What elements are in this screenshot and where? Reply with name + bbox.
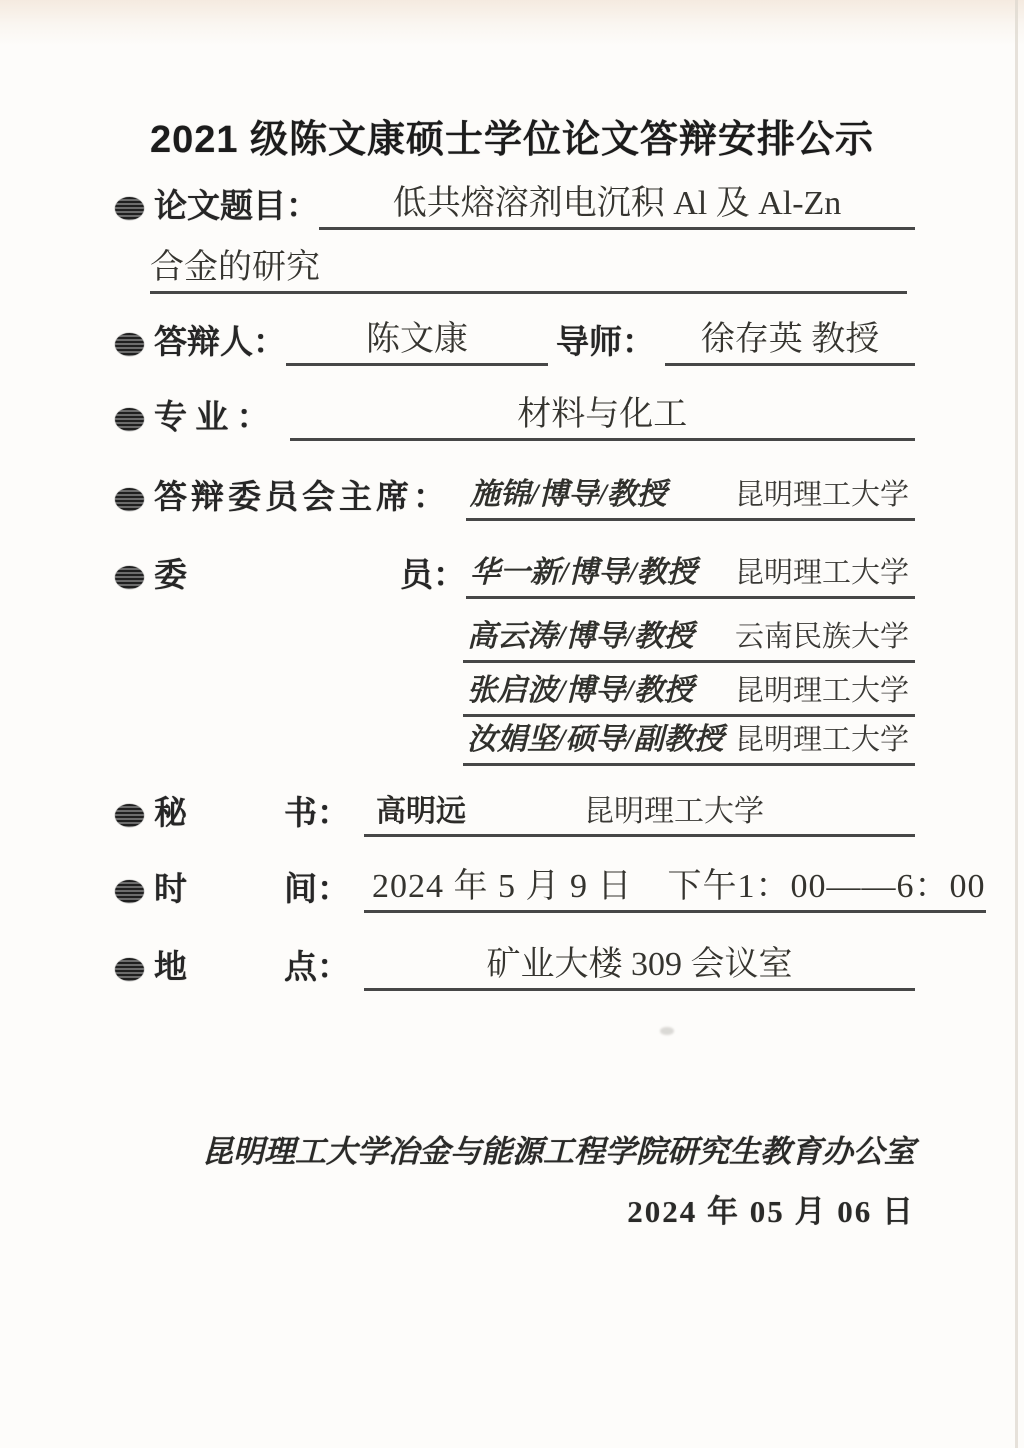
member-org: 昆明理工大学 [734,557,909,589]
chair-value-field [466,472,915,521]
page-title: 2021 级陈文康硕士学位论文答辩安排公示 [149,119,875,161]
committee-label [154,553,466,599]
major-label: 专 业 ： [154,400,270,436]
secretary-value-field [364,788,915,837]
row-defender [115,317,915,366]
row-secretary [115,788,915,837]
secretary-label [154,791,350,837]
row-committee-chair [115,472,915,521]
scan-right-edge-line-artifact [1015,0,1018,1448]
secretary-label-left: 秘 [154,796,187,832]
thesis-title-value-line1: 低共熔溶剂电沉积 Al 及 Al-Zn [319,181,915,230]
place-label [154,945,350,991]
time-value: 2024 年 5 月 9 日 下午1：00——6：00 [364,864,986,913]
member-name: 高云涛/博导/教授 [467,620,694,653]
member-row [463,668,915,717]
row-major [115,392,915,441]
member-org: 云南民族大学 [734,621,909,653]
defender-label: 答辩人： [154,325,286,361]
thesis-title-value-line2: 合金的研究 [150,245,907,294]
row-thesis-title [115,181,915,230]
committee-label-right: 员： [400,558,466,594]
row-place [115,942,915,991]
bullet-icon [115,566,144,589]
time-label [154,867,350,913]
defender-name-value: 陈文康 [286,317,548,366]
row-committee-member-2 [463,614,915,663]
time-label-left: 时 [154,872,187,908]
chair-label: 答辩委员会主席： [154,480,450,516]
bullet-icon [115,333,144,356]
chair-org: 昆明理工大学 [734,479,909,511]
member-row [463,614,915,663]
member-name: 张启波/博导/教授 [467,674,694,707]
advisor-label: 导师： [556,325,655,361]
major-value: 材料与化工 [290,392,916,441]
secretary-label-right: 书： [284,796,350,832]
bullet-icon [115,958,144,981]
row-time [115,864,986,913]
scan-smudge-artifact [660,1027,674,1035]
footer-date: 2024 年 05 月 06 日 [627,1194,915,1229]
member-row [463,717,915,766]
bullet-icon [115,197,144,220]
scan-top-band-artifact [0,0,1024,46]
row-committee-member-3 [463,668,915,717]
member-org: 昆明理工大学 [734,724,909,756]
member-row [466,550,915,599]
member-name: 汝娟坚/硕导/副教授 [467,723,724,756]
place-label-right: 点： [284,950,350,986]
bullet-icon [115,804,144,827]
secretary-name: 高明远 [376,795,466,828]
thesis-title-label: 论文题目： [154,189,319,225]
row-committee-members [115,550,915,599]
committee-label-left: 委 [154,558,187,594]
row-thesis-title-continued [150,245,907,294]
bullet-icon [115,408,144,431]
member-org: 昆明理工大学 [734,675,909,707]
footer-office: 昆明理工大学冶金与能源工程学院研究生教育办公室 [202,1134,915,1169]
chair-name: 施锦/博导/教授 [470,478,667,511]
member-name: 华一新/博导/教授 [470,556,697,589]
place-label-left: 地 [154,950,187,986]
bullet-icon [115,488,144,511]
row-committee-member-4 [463,717,915,766]
place-value: 矿业大楼 309 会议室 [364,942,915,991]
bullet-icon [115,880,144,903]
secretary-org: 昆明理工大学 [584,795,764,828]
time-label-right: 间： [284,872,350,908]
advisor-name-value: 徐存英 教授 [665,317,915,366]
